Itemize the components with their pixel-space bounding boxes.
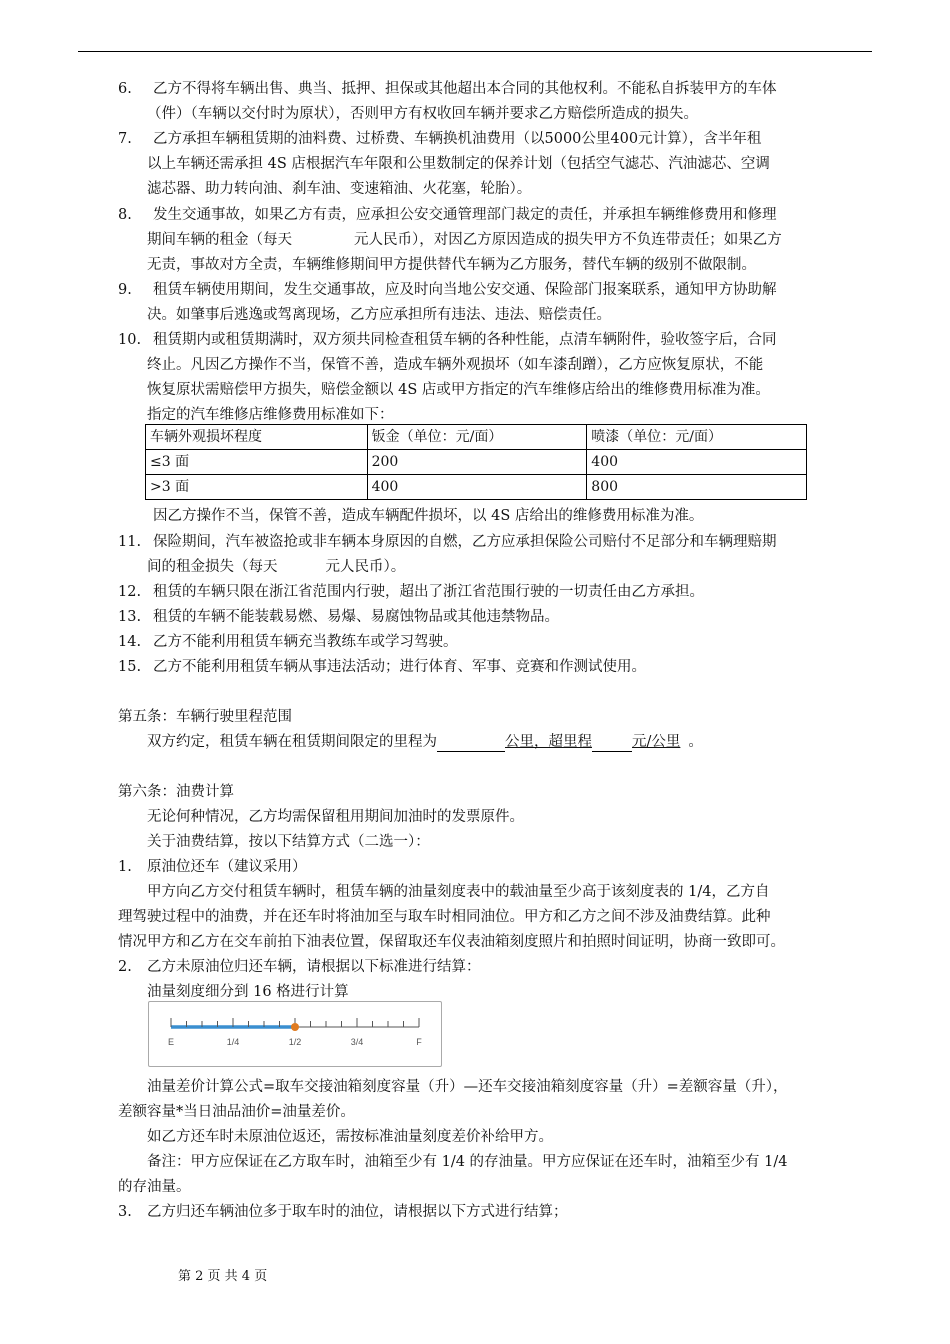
option-title: 原油位还车（建议采用）: [147, 859, 307, 875]
item-number: 10.: [118, 332, 142, 348]
fuel-gauge: [148, 1001, 442, 1067]
paragraph: 情况甲方和乙方在交车前拍下油表位置，保留取还车仪表油箱刻度照片和拍照时间证明，协商一致即可。: [118, 934, 785, 950]
item-text: 租赁的车辆不能装载易燃、易爆、易腐蚀物品或其他违禁物品。: [153, 609, 559, 625]
item-text: 乙方不能利用租赁车辆充当教练车或学习驾驶。: [153, 634, 458, 650]
gauge-label: 1/2: [288, 1037, 302, 1047]
table-cell: 400: [367, 475, 587, 500]
table-cell: 200: [367, 450, 587, 475]
item-number: 3.: [118, 1204, 132, 1220]
table-header-cell: 钣金（单位：元/面）: [367, 425, 587, 450]
paragraph: 差额容量*当日油品油价=油量差价。: [118, 1104, 355, 1120]
page-footer: 第 2 页 共 4 页: [178, 1269, 268, 1284]
article-5-title: 第五条：车辆行驶里程范围: [118, 709, 292, 725]
header-rule: [78, 51, 872, 52]
fuel-gauge-scale: [149, 1002, 441, 1066]
article-5-body: 双方约定，租赁车辆在租赁期间限定的里程为 公里，超里程 元/公里 。: [147, 734, 703, 750]
table-cell: >3 面: [146, 475, 368, 500]
item-number: 2.: [118, 959, 132, 975]
paragraph: 甲方向乙方交付租赁车辆时，租赁车辆的油量刻度表中的载油量至少高于该刻度表的 1/4，乙方自: [147, 884, 770, 900]
item-number: 6.: [118, 81, 132, 97]
item-number: 14.: [118, 634, 142, 650]
paragraph: 的存油量。: [118, 1179, 191, 1195]
item-number: 8.: [118, 207, 132, 223]
item-text: 决。如肇事后逃逸或驾离现场，乙方应承担所有违法、违法、赔偿责任。: [147, 307, 611, 323]
item-text: 以上车辆还需承担 4S 店根据汽车年限和公里数制定的保养计划（包括空气滤芯、汽油滤芯、空调: [147, 156, 770, 172]
table-header-cell: 车辆外观损坏程度: [146, 425, 368, 450]
item-number: 9.: [118, 282, 132, 298]
item-text: 乙方不能利用租赁车辆从事违法活动；进行体育、军事、竞赛和作测试使用。: [153, 659, 646, 675]
table-row: [146, 450, 807, 475]
paragraph: 无论何种情况，乙方均需保留租用期间加油时的发票原件。: [147, 809, 524, 825]
paragraph: 因乙方操作不当，保管不善，造成车辆配件损坏，以 4S 店给出的维修费用标准为准。: [153, 508, 704, 524]
table-row: [146, 475, 807, 500]
table-header-row: [146, 425, 807, 450]
gauge-marker: [291, 1023, 299, 1031]
item-text: （件）（车辆以交付时为原状），否则甲方有权收回车辆并要求乙方赔偿所造成的损失。: [147, 106, 698, 122]
table-header-cell: 喷漆（单位：元/面）: [587, 425, 807, 450]
paragraph: 备注：甲方应保证在乙方取车时，油箱至少有 1/4 的存油量。甲方应保证在还车时，油箱至少有 1/4: [147, 1154, 788, 1170]
item-number: 11.: [118, 534, 142, 550]
gauge-label: 1/4: [226, 1037, 240, 1047]
item-text: 恢复原状需赔偿甲方损失，赔偿金额以 4S 店或甲方指定的汽车维修店给出的维修费用标准为准。: [147, 382, 770, 398]
repair-cost-table: [145, 424, 807, 500]
item-number: 1.: [118, 859, 132, 875]
item-text: 期间车辆的租金（每天 元人民币），对因乙方原因造成的损失甲方不负连带责任；如果乙方: [147, 232, 782, 248]
item-text: 保险期间，汽车被盗抢或非车辆本身原因的自燃，乙方应承担保险公司赔付不足部分和车辆理赔期: [153, 534, 777, 550]
paragraph: 油量刻度细分到 16 格进行计算: [147, 984, 349, 1000]
table-cell: 800: [587, 475, 807, 500]
item-text: 租赁的车辆只限在浙江省范围内行驶，超出了浙江省范围行驶的一切责任由乙方承担。: [153, 584, 704, 600]
item-number: 12.: [118, 584, 142, 600]
article-6-title: 第六条：油费计算: [118, 784, 234, 800]
item-text: 乙方不得将车辆出售、典当、抵押、担保或其他超出本合同的其他权利。不能私自拆装甲方的车体: [153, 81, 777, 97]
item-text: 租赁车辆使用期间，发生交通事故，应及时向当地公安交通、保险部门报案联系，通知甲方协助解: [153, 282, 777, 298]
item-text: 乙方承担车辆租赁期的油料费、过桥费、车辆换机油费用（以5000公里400元计算），含半年租: [153, 131, 762, 147]
item-text: 终止。凡因乙方操作不当，保管不善，造成车辆外观损坏（如车漆刮蹭），乙方应恢复原状，不能: [147, 357, 764, 373]
item-number: 15.: [118, 659, 142, 675]
table-cell: ≤3 面: [146, 450, 368, 475]
paragraph: 油量差价计算公式=取车交接油箱刻度容量（升）—还车交接油箱刻度容量（升）=差额容量（升），: [147, 1079, 788, 1095]
item-number: 7.: [118, 131, 132, 147]
item-text: 滤芯器、助力转向油、刹车油、变速箱油、火花塞，轮胎）。: [147, 181, 532, 197]
option-title: 乙方归还车辆油位多于取车时的油位，请根据以下方式进行结算；: [147, 1204, 568, 1220]
gauge-label: 3/4: [350, 1037, 364, 1047]
gauge-label: E: [167, 1037, 175, 1047]
gauge-label: F: [416, 1037, 422, 1047]
item-text: 指定的汽车维修店维修费用标准如下：: [147, 407, 394, 423]
item-number: 13.: [118, 609, 142, 625]
item-text: 无责，事故对方全责，车辆维修期间甲方提供替代车辆为乙方服务，替代车辆的级别不做限制。: [147, 257, 756, 273]
option-title: 乙方未原油位归还车辆，请根据以下标准进行结算：: [147, 959, 481, 975]
item-text: 发生交通事故，如果乙方有责，应承担公安交通管理部门裁定的责任，并承担车辆维修费用和修理: [153, 207, 777, 223]
paragraph: 如乙方还车时未原油位返还，需按标准油量刻度差价补给甲方。: [147, 1129, 553, 1145]
item-text: 租赁期内或租赁期满时，双方须共同检查租赁车辆的各种性能，点清车辆附件，验收签字后，合同: [153, 332, 777, 348]
paragraph: 理驾驶过程中的油费，并在还车时将油加至与取车时相同油位。甲方和乙方之间不涉及油费结算。此种: [118, 909, 771, 925]
table-cell: 400: [587, 450, 807, 475]
item-text: 间的租金损失（每天 元人民币）。: [147, 559, 406, 575]
paragraph: 关于油费结算，按以下结算方式（二选一）：: [147, 834, 430, 850]
